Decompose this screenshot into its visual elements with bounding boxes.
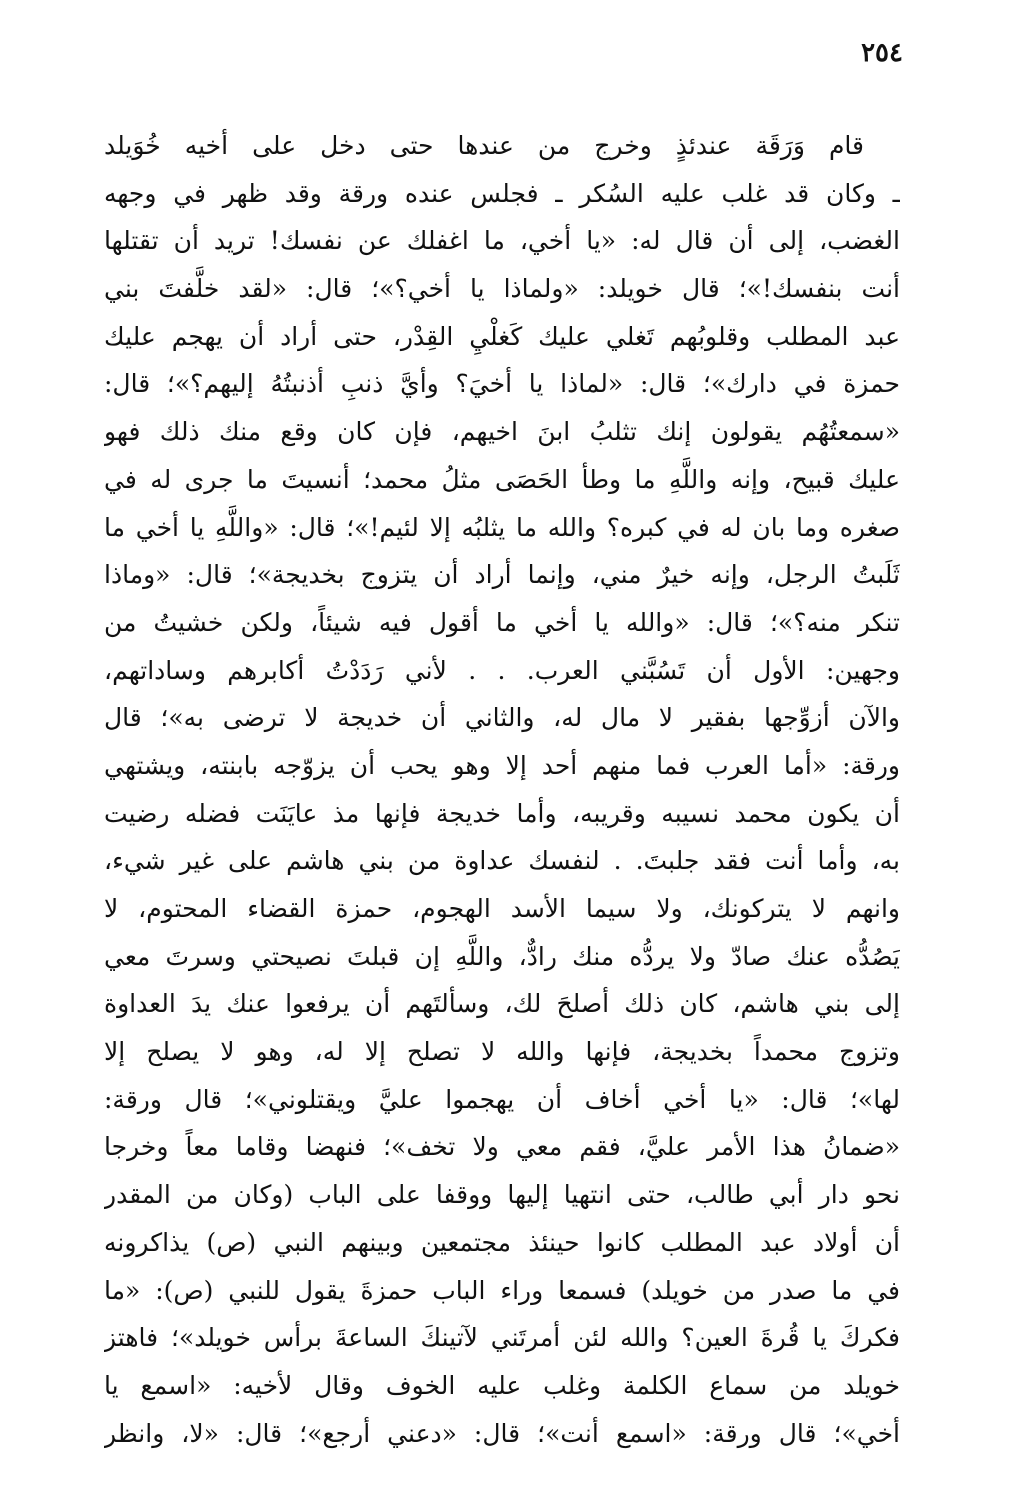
text-line: قام وَرَقَة عندئذٍ وخرج من عندها حتى دخل على أخيه خُوَيلد [104,131,864,160]
text-line: لها»؛ قال: «يا أخي أخاف أن يهجموا عليَّ ويقتلوني»؛ قال ورقة: [104,1084,900,1114]
text-line: أن يكون محمد نسيبه وقريبه، وأما خديجة فإنها مذ عايَنَت فضله رضيت [104,798,900,828]
text-line: الغضب، إلى أن قال له: «يا أخي، ما اغفلك عن نفسك! تريد أن تقتلها [104,226,900,256]
body-text [104,122,900,1457]
text-line: خويلد من سماع الكلمة وغلب عليه الخوف وقال لأخيه: «اسمع يا [104,1370,900,1400]
page-number: ٢٥٤ [861,38,903,68]
text-line: تنكر منه؟»؛ قال: «والله يا أخي ما أقول فيه شيئاً، ولكن خشيتُ من [104,607,900,637]
text-line: يَصُدُّه عنك صادّ ولا يردُّه منك رادٌّ، واللَّهِ إن قبلتَ نصيحتي وسرتَ معي [104,941,900,971]
text-line: ـ وكان قد غلب عليه السُكر ـ فجلس عنده ورقة وقد ظهر في وجهه [104,178,900,208]
text-line: وانهم لا يتركونك، ولا سيما الأسد الهجوم، حمزة القضاء المحتوم، لا [104,894,900,923]
text-line: عبد المطلب وقلوبُهم تَغلي عليك كَغلْيِ القِدْر، حتى أراد أن يهجم عليك [104,321,900,351]
text-line: حمزة في دارك»؛ قال: «لماذا يا أخيَ؟ وأيَّ ذنبِ أذنبتُهُ إليهم؟»؛ قال: [104,369,900,399]
text-line: ورقة: «أما العرب فما منهم أحد إلا وهو يحب أن يزوّجه بابنته، ويشتهي [104,750,900,780]
text-line: «ضمانُ هذا الأمر عليَّ، فقم معي ولا تخف»؛ فنهضا وقاما معاً وخرجا [104,1132,900,1162]
text-line: أن أولاد عبد المطلب كانوا حينئذ مجتمعين وبينهم النبي (ص) يذاكرونه [104,1227,900,1257]
text-line: في ما صدر من خويلد) فسمعا وراء الباب حمزةَ يقول للنبي (ص): «ما [104,1275,900,1305]
text-line: وتزوج محمداً بخديجة، فإنها والله لا تصلح إلا له، وهو لا يصلح إلا [104,1037,900,1067]
text-line: ثَلَبتُ الرجل، وإنه خيرٌ مني، وإنما أراد أن يتزوج بخديجة»؛ قال: «وماذا [104,560,900,590]
text-line: فكركَ يا قُرةَ العين؟ والله لئن أمرتَني لآتينكَ الساعةَ برأس خويلد»؛ فاهتز [104,1323,900,1353]
text-line: والآن أزوِّجها بفقير لا مال له، والثاني أن خديجة لا ترضى به»؛ قال [104,703,900,733]
text-line: به، وأما أنت فقد جلبتَ. . لنفسك عداوة من بني هاشم على غير شيء، [104,846,900,876]
text-line: وجهين: الأول أن تَسُبَّني العرب. . . لأني رَدَدْتُ أكابرهم وساداتهم، [104,655,900,685]
text-line: أنت بنفسك!»؛ قال خويلد: «ولماذا يا أخي؟»؛ قال: «لقد خلَّفتَ بني [104,274,900,304]
text-line: عليك قبيح، وإنه واللَّهِ ما وطأ الحَصَى مثلُ محمد؛ أنسيتَ ما جرى له في [104,464,900,494]
text-line: أخي»؛ قال ورقة: «اسمع أنت»؛ قال: «دعني أرجع»؛ قال: «لا، وانظر [104,1418,900,1448]
text-line: نحو دار أبي طالب، حتى انتهيا إليها ووقفا على الباب (وكان من المقدر [104,1180,900,1210]
text-line: إلى بني هاشم، كان ذلك أصلحَ لك، وسألتَهم أن يرفعوا عنك يدَ العداوة [104,989,900,1019]
text-line: صغره وما بان له في كبره؟ والله ما يثلبُه إلا لئيم!»؛ قال: «واللَّهِ يا أخي ما [104,512,900,542]
text-line: «سمعتُهُم يقولون إنك تثلبُ ابنَ اخيهم، فإن كان وقع منك ذلك فهو [104,417,900,447]
